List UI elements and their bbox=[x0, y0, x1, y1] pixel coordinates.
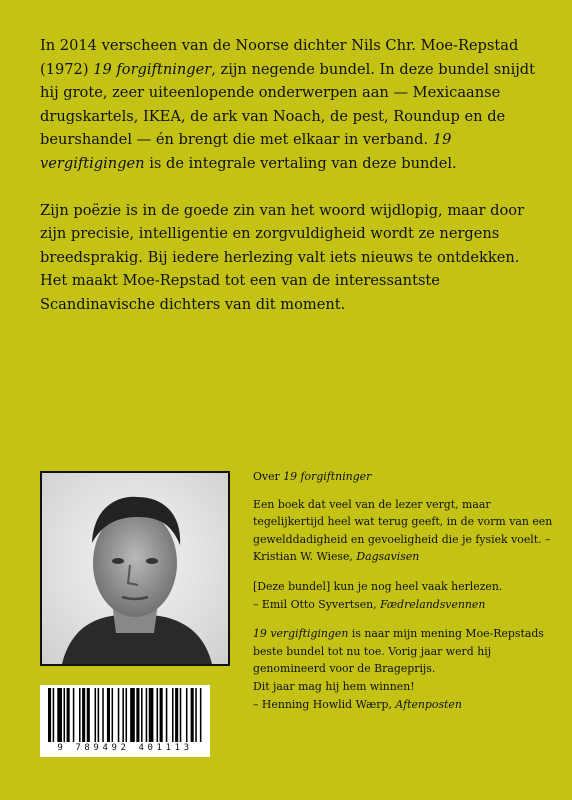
barcode-bar bbox=[160, 688, 163, 742]
barcode-bar bbox=[57, 688, 62, 742]
author-photo bbox=[40, 471, 230, 666]
isbn-barcode bbox=[40, 685, 210, 757]
barcode-bar bbox=[73, 688, 75, 742]
barcode-bar bbox=[126, 688, 128, 742]
barcode-bars bbox=[44, 688, 206, 742]
barcode-bar bbox=[141, 688, 143, 742]
barcode-bar bbox=[87, 688, 90, 742]
barcode-bar bbox=[64, 688, 66, 742]
barcode-bar bbox=[149, 688, 154, 742]
review-aftenposten: 19 vergiftigingen is naar mijn mening Moe-Repstads beste bundel tot nu toe. Vorig jaar werd hij genomineerd voor de Brageprijs. Dit jaar mag hij hem winnen! – Henning Howlid Wærp, Aftenposten bbox=[253, 627, 544, 711]
barcode-bar bbox=[118, 688, 120, 742]
barcode-bar bbox=[102, 688, 104, 742]
back-cover-blurb bbox=[40, 34, 550, 340]
barcode-bar bbox=[200, 688, 202, 742]
isbn-number: 9 789492 401113 bbox=[57, 743, 193, 753]
barcode-bar bbox=[180, 688, 182, 742]
barcode-bar bbox=[191, 688, 194, 742]
reviews-section bbox=[253, 468, 553, 725]
barcode-bar bbox=[122, 688, 124, 742]
intro-paragraph-2: Zijn poëzie is in de goede zin van het woord wijdlopig, maar door zijn precisie, intelligentie en zorgvuldigheid wordt ze nergens breedsprakig. Bij iedere herlezing valt iets nieuws te ontdekken. Het maakt Moe-Repstad tot een van de interessantste Scandinavische dichters van dit moment. bbox=[40, 201, 525, 313]
barcode-bar bbox=[172, 688, 174, 742]
barcode-bar bbox=[48, 688, 51, 742]
barcode-bar bbox=[195, 688, 197, 742]
barcode-bar bbox=[130, 688, 135, 742]
barcode-bar bbox=[98, 688, 100, 742]
barcode-bar bbox=[95, 688, 97, 742]
barcode-bar bbox=[82, 688, 85, 742]
barcode-bar bbox=[112, 688, 114, 742]
intro-paragraph-1: In 2014 verscheen van de Noorse dichter Nils Chr. Moe-Repstad (1972) 19 forgiftninger, zijn negende bundel. In deze bundel snijdt hij grote, zeer uiteenlopende onderwerpen aan — Mexicaanse drugskartels, IKEA, de ark van Noach, de pest, Roundup en de beurshandel — én brengt die met elkaar in verband. 19 vergiftigingen is de integrale vertaling van deze bundel. bbox=[40, 37, 535, 172]
barcode-bar bbox=[146, 688, 148, 742]
review-faedrelandsvennen: [Deze bundel] kun je nog heel vaak herlezen. – Emil Otto Syvertsen, Fædrelandsvennen bbox=[253, 579, 503, 611]
barcode-bar bbox=[186, 688, 188, 742]
barcode-bar bbox=[157, 688, 159, 742]
barcode-bar bbox=[107, 688, 110, 742]
barcode-bar bbox=[79, 688, 81, 742]
barcode-bar bbox=[175, 688, 178, 742]
reviews-heading: Over 19 forgiftninger bbox=[253, 470, 372, 483]
barcode-bar bbox=[53, 688, 55, 742]
barcode-bar bbox=[67, 688, 70, 742]
review-dagsavisen: Een boek dat veel van de lezer vergt, maar tegelijkertijd heel wat terug geeft, in de vorm van een gewelddadigheid en gevoeligheid die je fysiek voelt. – Kristian W. Wiese, Dagsavisen bbox=[253, 497, 553, 564]
barcode-bar bbox=[166, 688, 168, 742]
barcode-bar bbox=[136, 688, 139, 742]
